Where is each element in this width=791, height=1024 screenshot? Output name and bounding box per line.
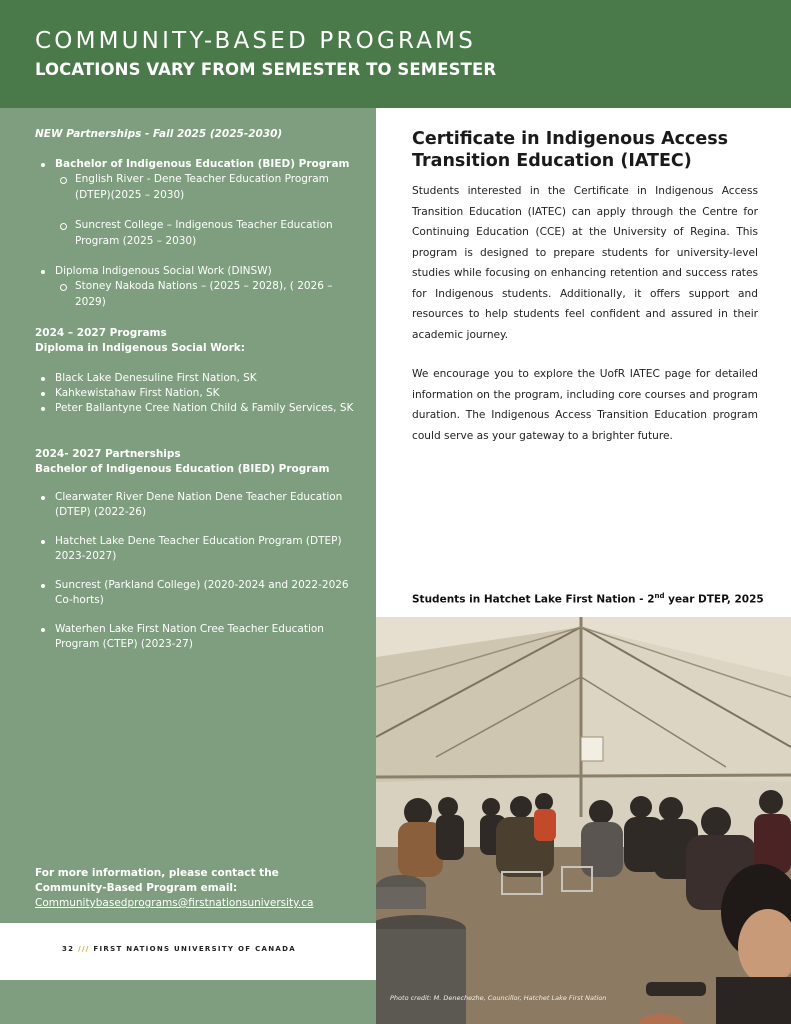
page-header	[0, 0, 791, 108]
photo-caption	[412, 592, 764, 606]
dinsw-label: Diploma Indigenous Social Work (DINSW)	[55, 265, 272, 277]
sidebar	[0, 108, 376, 1024]
list-item-waterhen-lake: Waterhen Lake First Nation Cree Teacher Education Program (CTEP) (2023-27)	[35, 622, 360, 652]
new-partnerships-heading: NEW Partnerships - Fall 2025 (2025-2030)	[35, 128, 283, 140]
contact-email-link[interactable]: Communitybasedprograms@firstnationsuniversity.ca	[35, 897, 314, 909]
list-item-stoney-nakoda: Stoney Nakoda Nations – (2025 – 2028), ( 2026 – 2029)	[55, 279, 360, 310]
partnerships-2024-subtitle: Bachelor of Indigenous Education (BIED) Program	[35, 463, 330, 475]
page-number: 32	[62, 945, 75, 953]
list-item-black-lake: Black Lake Denesuline First Nation, SK	[35, 371, 360, 386]
list-item-kahkewistahaw: Kahkewistahaw First Nation, SK	[35, 386, 360, 401]
tent-classroom-image	[376, 617, 791, 1024]
caption-text: Students in Hatchet Lake First Nation - 2	[412, 593, 655, 606]
iatec-paragraph-2: We encourage you to explore the UofR IATEC page for detailed information on the program, including core courses and program duration. The Indigenous Access Transition Education program could serve as your gateway to a brighter future.	[412, 368, 758, 442]
list-item-suncrest-parkland: Suncrest (Parkland College) (2020-2024 and 2022-2026 Co-horts)	[35, 578, 360, 608]
caption-text-end: year DTEP, 2025	[664, 593, 764, 606]
programs-2024-subtitle: Diploma in Indigenous Social Work:	[35, 342, 245, 354]
list-item-peter-ballantyne: Peter Ballantyne Cree Nation Child & Family Services, SK	[35, 401, 360, 416]
programs-2024-list	[35, 371, 360, 416]
page-subtitle: LOCATIONS VARY FROM SEMESTER TO SEMESTER	[35, 60, 497, 79]
list-item-suncrest-college: Suncrest College – Indigenous Teacher Education Program (2025 – 2030)	[55, 218, 360, 249]
list-item-bied	[35, 157, 360, 249]
partnerships-2024-list	[35, 490, 360, 652]
iatec-title-line-1: Certificate in Indigenous Access	[412, 129, 729, 149]
footer-slashes: ///	[78, 945, 90, 953]
contact-line-2: Community-Based Program email:	[35, 882, 238, 894]
programs-2024-heading	[35, 326, 360, 356]
iatec-title	[412, 128, 752, 172]
list-item-clearwater: Clearwater River Dene Nation Dene Teacher Education (DTEP) (2022-26)	[35, 490, 360, 520]
bied-label: Bachelor of Indigenous Education (BIED) Program	[55, 158, 350, 170]
iatec-title-line-2: Transition Education (IATEC)	[412, 151, 692, 171]
list-item-english-river: English River - Dene Teacher Education Program (DTEP)(2025 – 2030)	[55, 172, 360, 203]
class-photo	[376, 617, 791, 1024]
footer-org-name: FIRST NATIONS UNIVERSITY OF CANADA	[93, 945, 296, 953]
partnerships-2024-heading	[35, 447, 360, 477]
page-title: COMMUNITY-BASED PROGRAMS	[35, 28, 476, 54]
page-footer	[0, 923, 376, 980]
caption-superscript: nd	[654, 592, 665, 600]
new-partnerships-list	[35, 157, 360, 310]
list-item-hatchet-lake: Hatchet Lake Dene Teacher Education Program (DTEP) 2023-2027)	[35, 534, 360, 564]
programs-2024-title: 2024 – 2027 Programs	[35, 327, 167, 339]
list-item-dinsw	[35, 264, 360, 310]
partnerships-2024-title: 2024- 2027 Partnerships	[35, 448, 181, 460]
footer-text	[62, 945, 296, 953]
photo-credit: Photo credit: M. Denechezhe, Councillor, Hatchet Lake First Nation	[390, 994, 607, 1002]
contact-line-1: For more information, please contact the	[35, 867, 279, 879]
contact-block	[35, 866, 355, 911]
iatec-paragraph-1: Students interested in the Certificate in Indigenous Access Transition Education (IATEC) can apply through the Centre for Continuing Education (CCE) at the University of Regina. This program is designed to prepare students for university-level studies while focusing on enhancing retention and success rates for Indigenous students. Additionally, it offers support and resources to help students feel confident and assured in their academic journey.	[412, 185, 758, 341]
